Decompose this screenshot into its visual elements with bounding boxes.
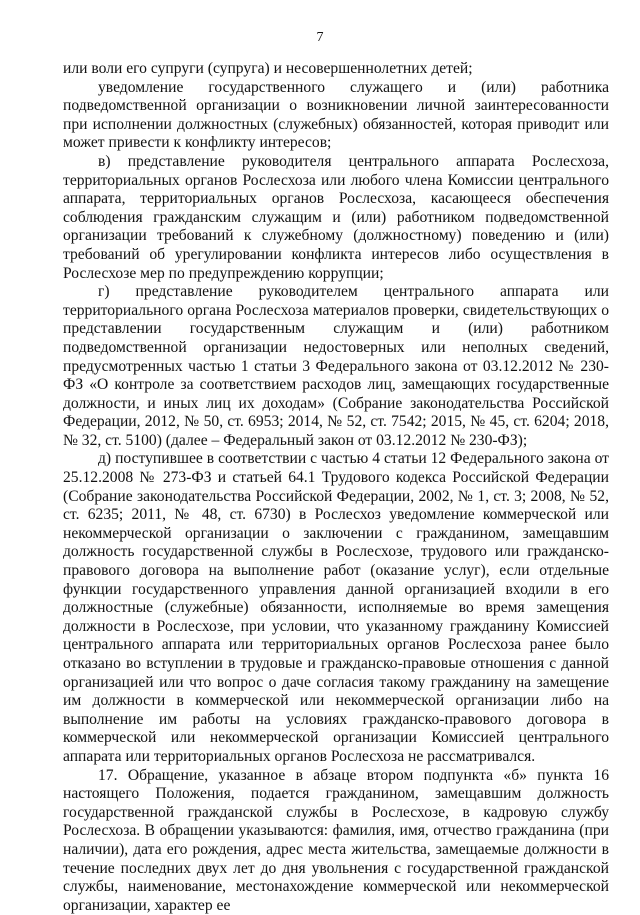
paragraph-item-g: г) представление руководителем центрального аппарата или территориального органа Рослесхоза материалов проверки, свидетельствующих о представлении государственным служащим и (или) работником подведомственной организации недостоверных или неполных сведений, предусмотренных частью 1 статьи 3 Федерального закона от 03.12.2012 № 230-ФЗ «О контроле за соответствием расходов лиц, замещающих государственные должности, и иных лиц их доходам» (Собрание законодательства Российской Федерации, 2012, № 50, ст. 6953; 2014, № 52, ст. 7542; 2015, № 45, ст. 6204; 2018, № 32, ст. 5100) (далее – Федеральный закон от 03.12.2012 № 230-ФЗ);	[63, 283, 609, 449]
paragraph-continuation: или воли его супруги (супруга) и несовершеннолетних детей;	[63, 60, 473, 77]
page-number: 7	[316, 30, 324, 45]
paragraph-item-d: д) поступившее в соответствии с частью 4 статьи 12 Федерального закона от 25.12.2008 № 273-ФЗ и статьей 64.1 Трудового кодекса Российской Федерации (Собрание законодательства Российской Федерации, 2002, № 1, ст. 3; 2008, № 52, ст. 6235; 2011, № 48, ст. 6730) в Рослесхоз уведомление коммерческой или некоммерческой организации о заключении с гражданином, замещавшим должность государственной службы в Рослесхозе, трудового или гражданско-правового договора на выполнение работ (оказание услуг), если отдельные функции государственного управления данной организацией входили в его должностные (служебные) обязанности, исполняемые во время замещения должности в Рослесхозе, при условии, что указанному гражданину Комиссией центрального аппарата или территориальных органов Рослесхоза ранее было отказано во вступлении в трудовые и гражданско-правовые отношения с данной организацией или что вопрос о даче согласия такому гражданину на замещение им должности в коммерческой или некоммерческой организации либо на выполнение им работы на условиях гражданско-правового договора в коммерческой или некоммерческой организации Комиссией центрального аппарата или территориальных органов Рослесхоза не рассматривался.	[63, 450, 609, 765]
paragraph-item-17: 17. Обращение, указанное в абзаце втором подпункта «б» пункта 16 настоящего Положения, подается гражданином, замещавшим должность государственной гражданской службы в Рослесхозе, в кадровую службу Рослесхоза. В обращении указываются: фамилия, имя, отчество гражданина (при наличии), дата его рождения, адрес места жительства, замещаемые должности в течение последних двух лет до дня увольнения с государственной гражданской службы, наименование, местонахождение коммерческой или некоммерческой организации, характер ее	[63, 766, 609, 914]
document-body	[63, 60, 609, 915]
paragraph-notification: уведомление государственного служащего и (или) работника подведомственной организации о возникновении личной заинтересованности при исполнении должностных (служебных) обязанностей, которая приводит или может привести к конфликту интересов;	[63, 78, 609, 152]
paragraph-item-v: в) представление руководителя центрального аппарата Рослесхоза, территориальных органов Рослесхоза или любого члена Комиссии центрального аппарата, территориальных органов Рослесхоза, касающееся обеспечения соблюдения гражданским служащим и (или) работником подведомственной организации требований к служебному (должностному) поведению и (или) требований об урегулировании конфликта интересов либо осуществления в Рослесхозе мер по предупреждению коррупции;	[63, 152, 609, 282]
